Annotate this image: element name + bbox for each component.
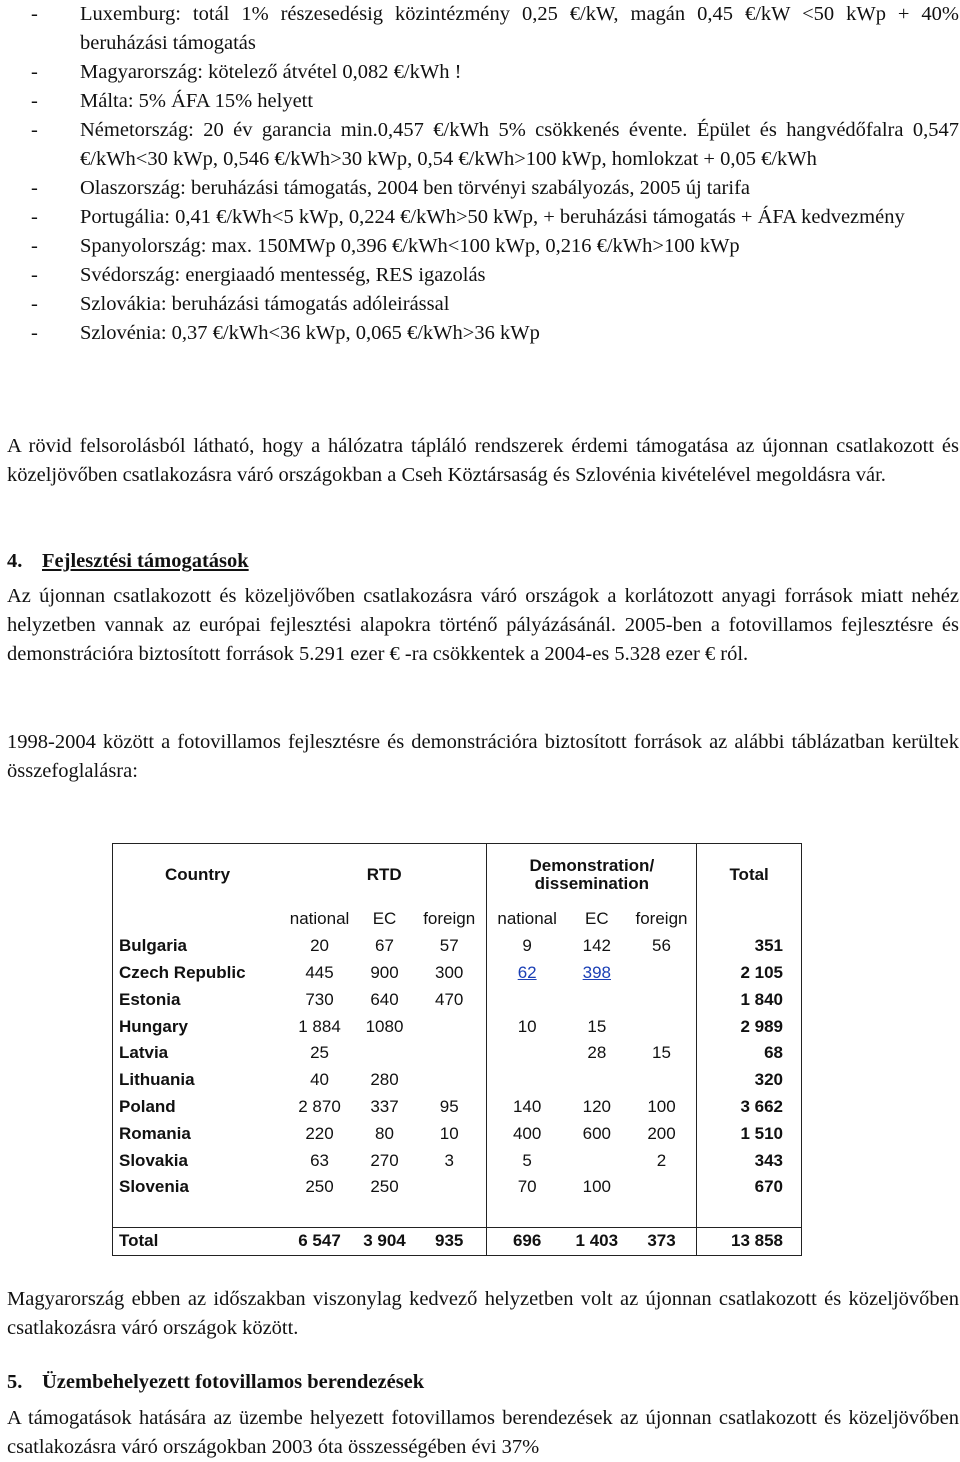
list-item: - Németország: 20 év garancia min.0,457 €/kWh 5% csökkenés évente. Épület és hangvédőfalra 0,547 €/kWh<30 kWp, 0,546 €/kWh>30 kWp, 0,54 €/kWh>100 kWp, homlokzat + 0,05 €/kWh <box>7 116 959 174</box>
value-link[interactable]: 398 <box>582 962 611 982</box>
row-total: 3 662 <box>740 1096 783 1116</box>
table-row <box>113 1174 802 1201</box>
bullet-dash: - <box>31 3 38 25</box>
table-row <box>113 1013 802 1040</box>
table-cell: 2 <box>627 1147 697 1174</box>
table-cell: 1 884 <box>298 1016 341 1036</box>
table-cell <box>487 1040 567 1067</box>
table-cell: 300 <box>435 962 464 982</box>
table-cell: 70 <box>487 1174 567 1201</box>
table-cell <box>627 986 697 1013</box>
list-item: - Portugália: 0,41 €/kWh<5 kWp, 0,224 €/kWh>50 kWp, + beruházási támogatás + ÁFA kedvezmény <box>7 203 959 232</box>
table-cell <box>412 1174 487 1201</box>
total-grand: 13 858 <box>697 1227 802 1255</box>
table-cell <box>627 1067 697 1094</box>
country-name: Bulgaria <box>119 936 188 956</box>
table-cell: 373 <box>627 1227 697 1255</box>
table-cell: 56 <box>627 933 697 960</box>
bullet-dash: - <box>31 206 38 228</box>
row-total: 343 <box>754 1150 783 1170</box>
table-cell <box>627 960 697 987</box>
table-cell: 9 <box>487 933 567 960</box>
table-cell: 1 403 <box>567 1227 627 1255</box>
value-link[interactable]: 62 <box>517 962 537 982</box>
country-name: Romania <box>119 1123 191 1143</box>
country-name: Slovakia <box>119 1150 188 1170</box>
table-cell: 900 <box>370 962 399 982</box>
country-name: Estonia <box>119 989 181 1009</box>
section-title: Fejlesztési támogatások <box>42 550 249 572</box>
hungary-paragraph: Magyarország ebben az időszakban viszonylag kedvező helyzetben volt az újonnan csatlakozott és közeljövőben csatlakozásra váró országok között. <box>7 1288 959 1339</box>
table-cell: 15 <box>627 1040 697 1067</box>
table-cell <box>357 1040 412 1067</box>
table-cell: 100 <box>582 1177 611 1197</box>
country-name: Hungary <box>119 1016 188 1036</box>
bullet-dash: - <box>31 235 38 257</box>
table-cell <box>412 1067 487 1094</box>
bullet-dash: - <box>31 61 38 83</box>
table-row <box>113 1120 802 1147</box>
table-cell: 220 <box>305 1123 334 1143</box>
table-row <box>113 960 802 987</box>
section-number: 4. <box>7 550 23 572</box>
table-cell: 270 <box>370 1150 399 1170</box>
header-total: Total <box>729 865 769 884</box>
table-cell: 10 <box>439 1123 459 1143</box>
table-cell: 80 <box>375 1123 394 1143</box>
table-cell: 5 <box>487 1147 567 1174</box>
table-cell: 200 <box>627 1120 697 1147</box>
table-cell <box>567 1147 627 1174</box>
row-total: 68 <box>764 1043 783 1063</box>
list-item: - Málta: 5% ÁFA 15% helyett <box>7 87 959 116</box>
table-cell: 57 <box>439 936 459 956</box>
table-header-row <box>113 844 802 907</box>
table-cell: 20 <box>310 936 329 956</box>
table-cell: 100 <box>627 1094 697 1121</box>
country-name: Latvia <box>119 1043 169 1063</box>
table-cell <box>627 1013 697 1040</box>
bullet-dash: - <box>31 177 38 199</box>
list-item: - Olaszország: beruházási támogatás, 2004 ben törvényi szabályozás, 2005 új tarifa <box>7 174 959 203</box>
table-cell: 337 <box>370 1096 399 1116</box>
table-cell: 3 904 <box>357 1227 412 1255</box>
installations-paragraph: A támogatások hatására az üzembe helyezett fotovillamos berendezések az újonnan csatlakozott és közeljövőben csatlakozásra váró országokban 2003 óta összességében évi 37% <box>7 1407 959 1458</box>
table-row <box>113 1094 802 1121</box>
table-row <box>113 986 802 1013</box>
table-cell: 63 <box>310 1150 329 1170</box>
row-total: 320 <box>754 1070 783 1090</box>
table-cell: 10 <box>487 1013 567 1040</box>
table-cell: 28 <box>587 1043 607 1063</box>
table-cell: 1080 <box>365 1016 404 1036</box>
table-row <box>113 933 802 960</box>
table-cell: 67 <box>375 936 394 956</box>
table-cell: 140 <box>487 1094 567 1121</box>
header-rtd: RTD <box>366 865 402 884</box>
row-total: 2 989 <box>740 1016 783 1036</box>
table-cell <box>487 986 567 1013</box>
country-name: Slovenia <box>119 1177 189 1197</box>
table-cell <box>567 1067 627 1094</box>
list-item: - Svédország: energiaadó mentesség, RES igazolás <box>7 261 959 290</box>
table-cell: 3 <box>444 1150 454 1170</box>
list-item: - Spanyolország: max. 150MWp 0,396 €/kWh<100 kWp, 0,216 €/kWh>100 kWp <box>7 232 959 261</box>
country-name: Czech Republic <box>119 962 246 982</box>
table-cell: 120 <box>582 1096 611 1116</box>
table-cell: 95 <box>439 1096 459 1116</box>
subheader-cell: foreign <box>627 906 697 933</box>
table-cell <box>412 1013 487 1040</box>
subheader-cell: national <box>487 906 567 933</box>
funding-paragraph: Az újonnan csatlakozott és közeljövőben csatlakozásra váró országok a korlátozott anyagi források miatt nehéz helyzetben vannak az európai fejlesztési alapokra történő pályázásánál. 2005-ben a fotovillamos fejlesztésre és demonstrációra biztosított források 5.291 ezer € -ra csökkentek a 2004-es 5.328 ezer € ról. <box>7 585 959 665</box>
table-row <box>113 1040 802 1067</box>
summary-paragraph: A rövid felsorolásból látható, hogy a hálózatra tápláló rendszerek érdemi támogatása az újonnan csatlakozott és közeljövőben csatlakozásra váró országokban a Cseh Köztársaság és Szlovénia kivételével megoldásra vár. <box>7 435 959 486</box>
subheader-cell: EC <box>585 909 609 929</box>
table-cell: 40 <box>310 1070 329 1090</box>
table-total-row <box>113 1227 802 1255</box>
table-cell: 470 <box>435 989 464 1009</box>
country-name: Poland <box>119 1096 176 1116</box>
table-cell <box>627 1174 697 1201</box>
list-item: - Magyarország: kötelező átvétel 0,082 €/kWh ! <box>7 58 959 87</box>
bullet-dash: - <box>31 264 38 286</box>
total-label: Total <box>113 1227 283 1255</box>
table-cell: 640 <box>370 989 399 1009</box>
funding-table <box>112 843 802 1256</box>
header-country: Country <box>164 865 231 884</box>
country-name: Lithuania <box>119 1070 195 1090</box>
table-cell: 400 <box>487 1120 567 1147</box>
row-total: 1 510 <box>740 1123 783 1143</box>
table-cell[interactable] <box>487 960 567 987</box>
table-subheader-row <box>113 906 802 933</box>
table-cell: 600 <box>582 1123 611 1143</box>
row-total: 2 105 <box>740 962 783 982</box>
table-cell: 6 547 <box>282 1227 357 1255</box>
table-cell: 250 <box>370 1177 399 1197</box>
table-cell: 250 <box>305 1177 334 1197</box>
section-5-heading <box>7 1368 424 1397</box>
list-item: - Szlovákia: beruházási támogatás adóleirással <box>7 290 959 319</box>
bullet-dash: - <box>31 119 38 141</box>
table-row <box>113 1147 802 1174</box>
section-number: 5. <box>7 1371 23 1393</box>
bullet-dash: - <box>31 293 38 315</box>
table-cell: 142 <box>582 936 611 956</box>
table-intro-paragraph: 1998-2004 között a fotovillamos fejlesztésre és demonstrációra biztosított források az alábbi táblázatban kerültek összefoglalásra: <box>7 731 959 782</box>
table-cell: 15 <box>587 1016 607 1036</box>
table-cell <box>487 1067 567 1094</box>
bullet-dash: - <box>31 322 38 344</box>
country-support-list <box>7 0 959 348</box>
row-total: 670 <box>754 1177 783 1197</box>
table-cell: 2 870 <box>298 1096 341 1116</box>
section-4-heading <box>7 547 249 576</box>
table-cell <box>567 986 627 1013</box>
row-total: 1 840 <box>740 989 783 1009</box>
list-item: - Szlovénia: 0,37 €/kWh<36 kWp, 0,065 €/kWh>36 kWp <box>7 319 959 348</box>
table-cell[interactable] <box>567 960 627 987</box>
table-cell <box>412 1040 487 1067</box>
table-cell: 25 <box>310 1043 329 1063</box>
subheader-cell: foreign <box>423 909 476 929</box>
subheader-cell: EC <box>372 909 397 929</box>
section-title: Üzembehelyezett fotovillamos berendezések <box>42 1371 425 1393</box>
table-cell: 696 <box>487 1227 567 1255</box>
table-cell: 445 <box>305 962 334 982</box>
bullet-dash: - <box>31 90 38 112</box>
table-cell: 280 <box>370 1070 399 1090</box>
list-item: - Luxemburg: totál 1% részesedésig közintézmény 0,25 €/kW, magán 0,45 €/kW <50 kWp + 40% beruházási támogatás <box>7 0 959 58</box>
table-cell: 935 <box>412 1227 487 1255</box>
table-row <box>113 1067 802 1094</box>
row-total: 351 <box>754 936 783 956</box>
subheader-cell: national <box>289 909 350 929</box>
header-demonstration: Demonstration/ dissemination <box>487 844 697 907</box>
table-cell: 730 <box>305 989 334 1009</box>
